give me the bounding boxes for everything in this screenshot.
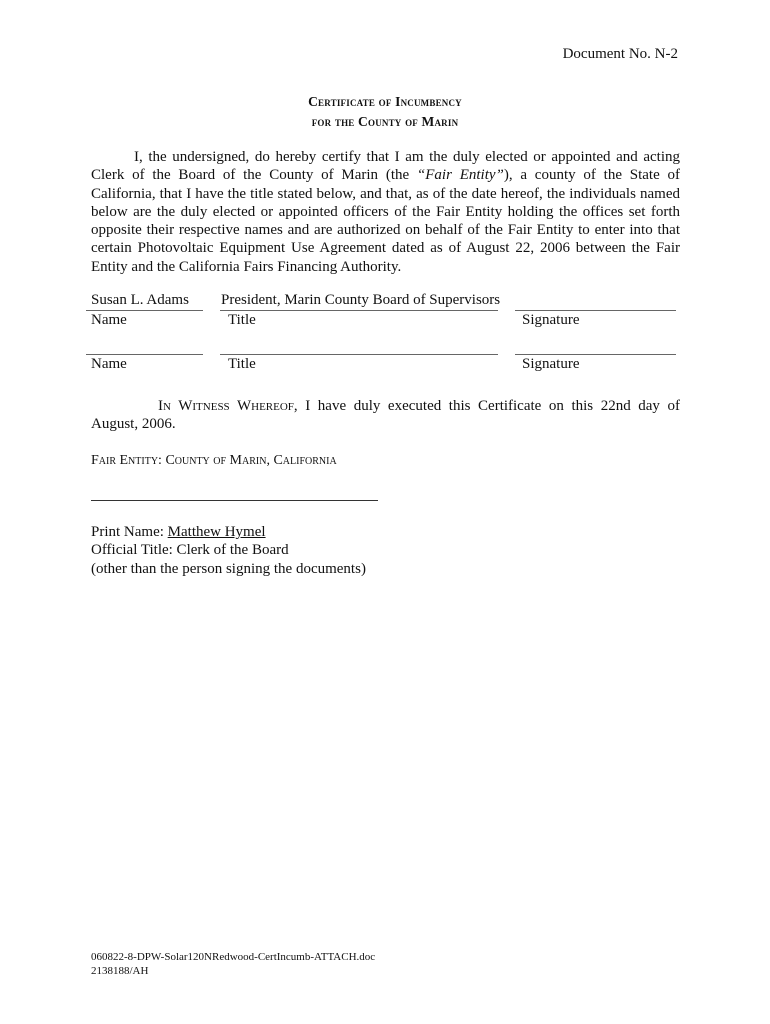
- certification-paragraph: [91, 148, 680, 276]
- print-name-label: Print Name:: [91, 524, 168, 540]
- signature-line-2: [515, 354, 676, 355]
- footer-filename: 060822-8-DPW-Solar120NRedwood-CertIncumb-ATTACH.doc: [91, 951, 376, 963]
- signature-label-2: Signature: [522, 356, 580, 372]
- name-label-2: Name: [91, 356, 127, 372]
- footer-reference: 2138188/AH: [91, 965, 149, 977]
- witness-lead: In Witness Whereof: [158, 398, 294, 414]
- paragraph-text-2: ), a county of the State of California, that I have the title stated below, and that, as of the date hereof, the individuals named below are the duly elected or appointed officers of the Fair Entity holding the offices set forth opposite their respective names and are authorized on behalf of the Fair Entity to enter into that certain Photovoltaic Equipment Use Agreement dated as of August 22, 2006 between the Fair Entity and the California Fairs Financing Authority.: [91, 167, 680, 275]
- certificate-subtitle: for the County of Marin: [311, 114, 459, 129]
- officer-name-1: Susan L. Adams: [91, 292, 189, 308]
- officer-title-1: President, Marin County Board of Supervisors: [221, 292, 501, 308]
- paragraph-text-1: I, the undersigned, do hereby certify that I am the duly elected or appointed and acting Clerk of the Board of the County of Marin (the: [91, 149, 680, 184]
- clerk-signature-line: [91, 500, 378, 501]
- title-line-1: [220, 310, 498, 311]
- signer-note: (other than the person signing the documents): [91, 560, 366, 577]
- certificate-title: Certificate of Incumbency: [308, 94, 462, 109]
- title-label-2: Title: [228, 356, 256, 372]
- document-footer: [91, 950, 375, 978]
- title-line-2: [220, 354, 498, 355]
- witness-clause: [91, 397, 680, 434]
- official-title: Official Title: Clerk of the Board: [91, 542, 289, 559]
- fair-entity-label: Fair Entity: County of Marin, California: [91, 453, 337, 468]
- print-name-row: [91, 523, 366, 541]
- name-line-2: [86, 354, 203, 355]
- document-number: Document No. N-2: [562, 46, 678, 62]
- signature-label-1: Signature: [522, 312, 580, 328]
- defined-term: “Fair Entity”: [416, 167, 504, 184]
- title-label-1: Title: [228, 312, 256, 328]
- witness-text: , I have duly executed this Certificate on this 22nd day of August, 2006.: [91, 398, 680, 433]
- signature-line-1: [515, 310, 676, 311]
- print-name-value: Matthew Hymel: [167, 524, 266, 540]
- name-line-1: [86, 310, 203, 311]
- signer-block: [91, 523, 366, 578]
- name-label-1: Name: [91, 312, 127, 328]
